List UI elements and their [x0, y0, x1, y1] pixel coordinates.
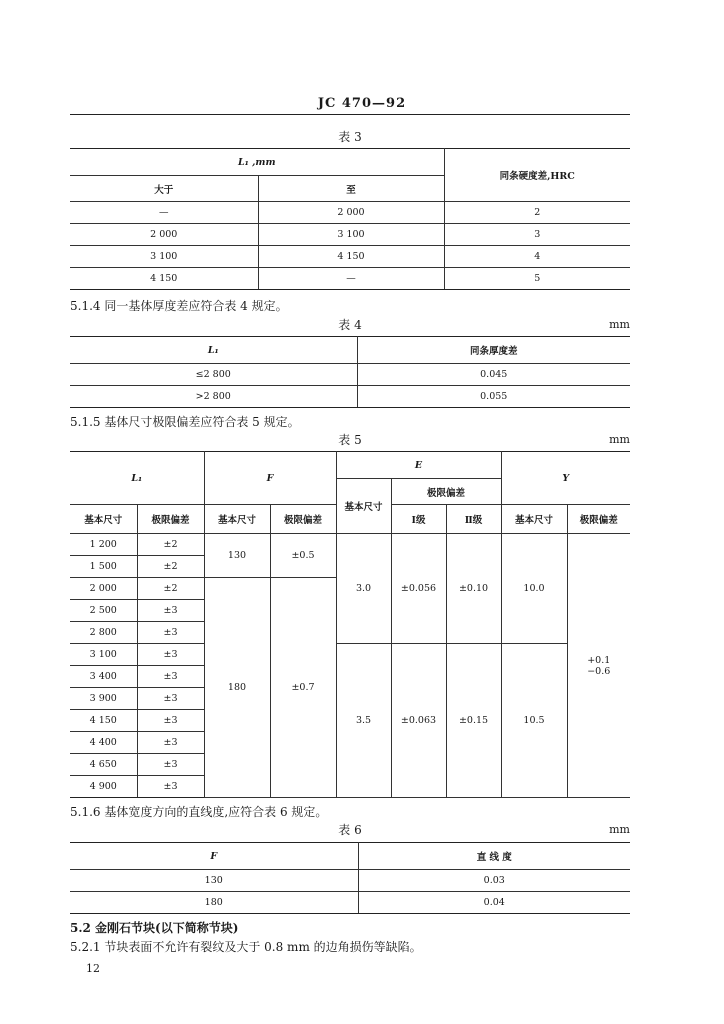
- table5-e-size: 3.5: [336, 644, 391, 798]
- table4-cell-l1: >2 800: [70, 386, 357, 408]
- table5-l1-size: 4 650: [70, 754, 137, 776]
- table5-y-dev: [567, 534, 630, 798]
- table5-e-basic-header: 基本尺寸: [336, 479, 391, 534]
- table3-cell-from: 3 100: [70, 246, 258, 268]
- table5-l1-dev-header: 极限偏差: [137, 505, 204, 534]
- table3-cell-to: —: [258, 268, 444, 290]
- table5-f-header: F: [204, 452, 336, 505]
- table6-straightness-header: 直 线 度: [358, 843, 630, 870]
- clause-5-1-5: 5.1.5 基体尺寸极限偏差应符合表 5 规定。: [70, 415, 300, 429]
- table5-y-basic-header: 基本尺寸: [501, 505, 567, 534]
- table3-cell-diff: 3: [444, 224, 630, 246]
- table4-cell-val: 0.055: [357, 386, 630, 408]
- table6-cell-val: 0.03: [358, 870, 630, 892]
- table5-y-header: Y: [501, 452, 630, 505]
- table4-thickness-header: 同条厚度差: [357, 337, 630, 364]
- table5-l1-size: 1 200: [70, 534, 137, 556]
- table-row: [70, 224, 630, 246]
- table5-e-grade2: ±0.15: [446, 644, 501, 798]
- table5-e-grade1: ±0.056: [391, 534, 446, 644]
- table3-l1-header: L₁ ,mm: [70, 149, 444, 176]
- table5-l1-size: 3 100: [70, 644, 137, 666]
- table6-caption: 表 6: [338, 823, 362, 837]
- table3-cell-from: —: [70, 202, 258, 224]
- table3-caption: 表 3: [338, 130, 362, 144]
- table3-cell-to: 3 100: [258, 224, 444, 246]
- table6-cell-f: 180: [70, 892, 358, 914]
- table3-diff-header: 同条硬度差,HRC: [444, 149, 630, 202]
- table3-cell-to: 4 150: [258, 246, 444, 268]
- table5-l1-size: 1 500: [70, 556, 137, 578]
- table3-cell-diff: 5: [444, 268, 630, 290]
- table5-y-size: 10.5: [501, 644, 567, 798]
- table5-l1-size: 3 900: [70, 688, 137, 710]
- table5-l1-dev: ±3: [137, 710, 204, 732]
- table5-l1-dev: ±3: [137, 732, 204, 754]
- table5-l1-dev: ±3: [137, 776, 204, 798]
- table6: [70, 842, 630, 914]
- table5-f-dev-header: 极限偏差: [270, 505, 336, 534]
- table3: [70, 148, 630, 290]
- table5-l1-dev: ±3: [137, 644, 204, 666]
- table5-l1-dev: ±3: [137, 666, 204, 688]
- table5: [70, 451, 630, 798]
- table5-f-size: 180: [204, 578, 270, 798]
- table5-e-grade1: ±0.063: [391, 644, 446, 798]
- table5-l1-dev: ±3: [137, 600, 204, 622]
- table5-f-size: 130: [204, 534, 270, 578]
- table-row: [70, 364, 630, 386]
- table3-to-header: 至: [258, 176, 444, 202]
- table3-from-header: 大于: [70, 176, 258, 202]
- table3-cell-from: 2 000: [70, 224, 258, 246]
- table5-grade1-header: Ⅰ级: [391, 505, 446, 534]
- table3-cell-to: 2 000: [258, 202, 444, 224]
- table3-cell-diff: 2: [444, 202, 630, 224]
- table5-l1-size: 4 150: [70, 710, 137, 732]
- table5-l1-size: 3 400: [70, 666, 137, 688]
- table5-e-size: 3.0: [336, 534, 391, 644]
- table6-cell-f: 130: [70, 870, 358, 892]
- table5-l1-basic-header: 基本尺寸: [70, 505, 137, 534]
- table-row: [70, 268, 630, 290]
- table5-e-grade2: ±0.10: [446, 534, 501, 644]
- table5-grade2-header: Ⅱ级: [446, 505, 501, 534]
- table-row: [70, 644, 630, 666]
- table5-l1-dev: ±2: [137, 578, 204, 600]
- table4-cell-l1: ≤2 800: [70, 364, 357, 386]
- table5-l1-dev: ±2: [137, 534, 204, 556]
- table5-y-size: 10.0: [501, 534, 567, 644]
- table5-l1-size: 2 000: [70, 578, 137, 600]
- table5-caption: 表 5: [338, 433, 362, 447]
- section-5-2: 5.2 金刚石节块(以下简称节块): [70, 921, 239, 935]
- table5-unit: mm: [609, 433, 630, 446]
- table-row: [70, 892, 630, 914]
- table5-l1-size: 2 500: [70, 600, 137, 622]
- table-row: [70, 246, 630, 268]
- table-row: [70, 870, 630, 892]
- page-number: 12: [86, 962, 100, 975]
- table5-l1-header: L₁: [70, 452, 204, 505]
- table5-f-dev: ±0.7: [270, 578, 336, 798]
- header-rule: [70, 114, 630, 115]
- table6-cell-val: 0.04: [358, 892, 630, 914]
- table4-cell-val: 0.045: [357, 364, 630, 386]
- table4: [70, 336, 630, 408]
- table5-y-dev-header: 极限偏差: [567, 505, 630, 534]
- table5-l1-size: 4 400: [70, 732, 137, 754]
- table5-l1-size: 2 800: [70, 622, 137, 644]
- table5-y-dev-upper: +0.1: [587, 654, 611, 666]
- table-row: [70, 202, 630, 224]
- table5-l1-dev: ±3: [137, 688, 204, 710]
- table3-cell-diff: 4: [444, 246, 630, 268]
- table6-f-header: F: [70, 843, 358, 870]
- table5-f-dev: ±0.5: [270, 534, 336, 578]
- table5-l1-dev: ±3: [137, 754, 204, 776]
- document-header: JC 470—92: [317, 96, 407, 111]
- clause-5-1-6: 5.1.6 基体宽度方向的直线度,应符合表 6 规定。: [70, 805, 328, 819]
- table5-e-header: E: [336, 452, 501, 479]
- table5-y-dev-lower: −0.6: [587, 665, 611, 677]
- table5-l1-size: 4 900: [70, 776, 137, 798]
- table6-unit: mm: [609, 823, 630, 836]
- table5-l1-dev: ±3: [137, 622, 204, 644]
- table5-l1-dev: ±2: [137, 556, 204, 578]
- table4-caption: 表 4: [338, 318, 362, 332]
- clause-5-2-1: 5.2.1 节块表面不允许有裂纹及大于 0.8 mm 的边角损伤等缺陷。: [70, 940, 422, 954]
- table5-f-basic-header: 基本尺寸: [204, 505, 270, 534]
- table-row: [70, 386, 630, 408]
- clause-5-1-4: 5.1.4 同一基体厚度差应符合表 4 规定。: [70, 299, 288, 313]
- table-row: [70, 534, 630, 556]
- table4-unit: mm: [609, 318, 630, 331]
- table5-e-dev-header: 极限偏差: [391, 479, 501, 505]
- table3-cell-from: 4 150: [70, 268, 258, 290]
- table4-l1-header: L₁: [70, 337, 357, 364]
